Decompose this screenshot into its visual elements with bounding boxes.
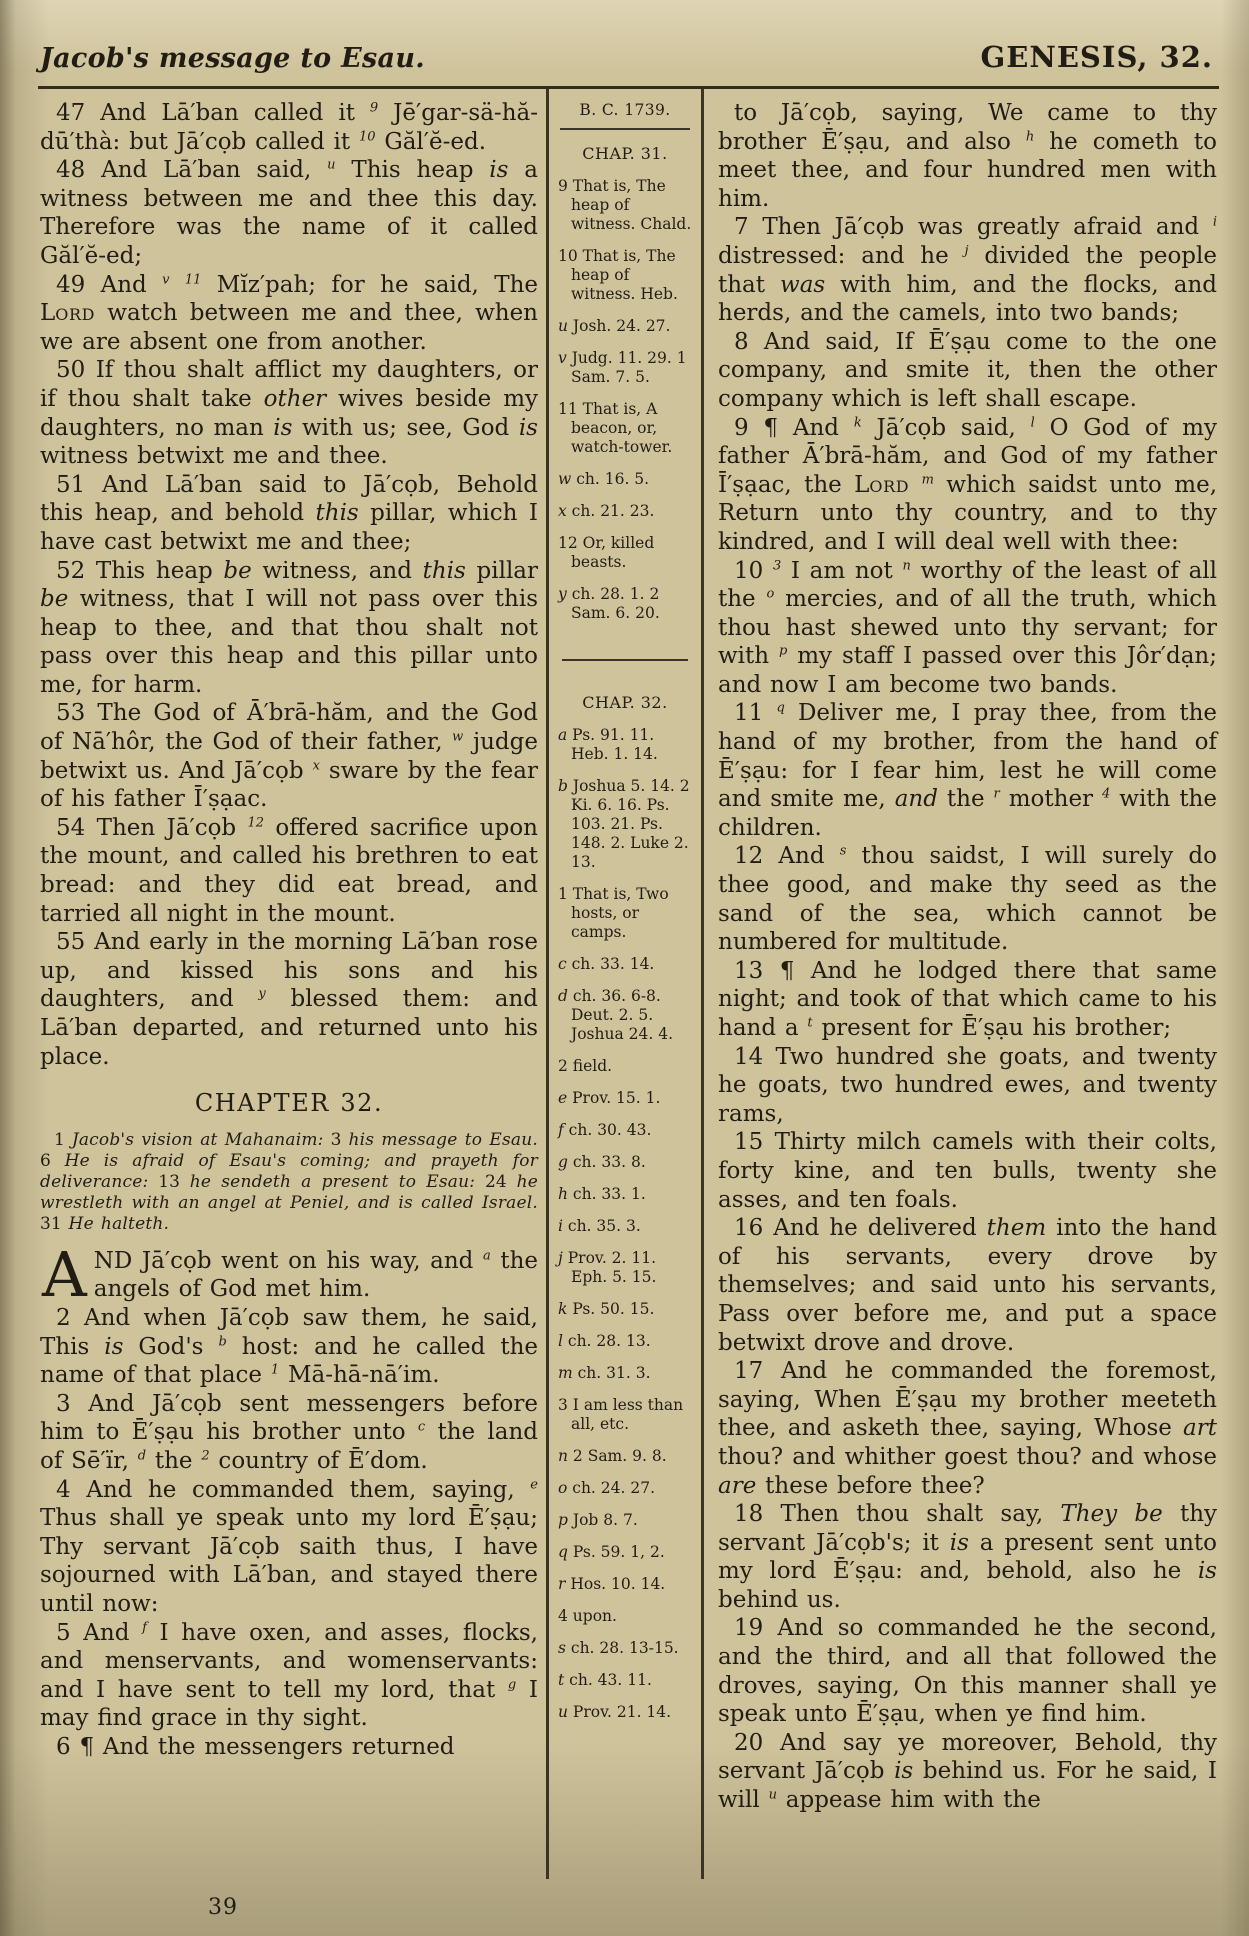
text-block: 16 And he delivered them into the hand of his servants, every drove by themselves; and said unto his servants, Pass over before me, and put a space betwixt drove and drove. [718, 1215, 1218, 1356]
text-block: 17 And he commanded the foremost, saying, When Ē′ṣạu my brother meeteth thee, and asketh thee, saying, Whose art thou? and whither goest thou? and whose are these before thee? [718, 1358, 1217, 1499]
cross-reference: h ch. 33. 1. [558, 1185, 646, 1203]
cross-reference: a Ps. 91. 11. Heb. 1. 14. [558, 726, 658, 763]
cross-reference: m ch. 31. 3. [558, 1364, 651, 1382]
text-block: 11 $^q$ Deliver me, I pray thee, from the hand of my brother, from the hand of Ē′ṣạu: for I fear him, lest he will come and smite me, and the $^r$ mother $^4$ with the children. [718, 700, 1218, 841]
cross-reference: d ch. 36. 6-8. Deut. 2. 5. Joshua 24. 4. [558, 987, 673, 1043]
text-block: 51 And Lā′ban said to Jā′cọb, Behold this heap, and behold this pillar, which I have cast betwixt me and thee; [40, 471, 539, 555]
cross-reference: 3 I am less than all, etc. [558, 1396, 684, 1433]
cross-reference: t ch. 43. 11. [558, 1671, 652, 1689]
text-block: 1 Jacob's vision at Mahanaim: 3 his message to Esau. 6 He is afraid of Esau's coming; and prayeth for deliverance: 13 he sendeth a present to Esau: 24 he wrestleth with an angel at Peniel, and is called Israel. 31 He halteth. [40, 1129, 538, 1234]
cross-reference: e Prov. 15. 1. [558, 1089, 661, 1107]
text-block: 20 And say ye moreover, Behold, thy servant Jā′cọb is behind us. For he said, I will $^u$ appease him with the [718, 1729, 1217, 1814]
chap-32-heading: CHAP. 32. [582, 693, 668, 712]
cross-reference: y ch. 28. 1. 2 Sam. 6. 20. [558, 585, 660, 622]
chap-31-references [558, 177, 692, 623]
cross-reference: b Joshua 5. 14. 2 Ki. 6. 16. Ps. 103. 21. Ps. 148. 2. Luke 2. 13. [558, 777, 690, 871]
cross-reference: s ch. 28. 13-15. [558, 1639, 679, 1657]
text-block: 47 And Lā′ban called it $^9$ Jē′gar-sä-hă-dū′thà: but Jā′cọb called it $^{10}$ Găl′ĕ-ed. [40, 100, 538, 155]
left-text-column [38, 89, 546, 1879]
cross-reference: 9 That is, The heap of witness. Chald. [558, 177, 692, 233]
cross-reference: 11 That is, A beacon, or, watch-tower. [558, 400, 673, 456]
cross-reference: o ch. 24. 27. [558, 1479, 656, 1497]
text-block: 5 And $^f$ I have oxen, and asses, flocks, and menservants, and womenservants: and I have sent to tell my lord, that $^g$ I may find grace in thy sight. [40, 1619, 538, 1732]
cross-reference: i ch. 35. 3. [558, 1217, 641, 1235]
cross-reference: w ch. 16. 5. [558, 470, 650, 488]
text-block: 3 And Jā′cọb sent messengers before him to Ē′ṣạu his brother unto $^c$ the land of Sē′ïr, $^d$ the $^2$ country of Ē′dom. [40, 1390, 538, 1474]
cross-reference: 1 That is, Two hosts, or camps. [558, 885, 669, 941]
cross-reference: u Josh. 24. 27. [558, 317, 671, 335]
cross-reference: r Hos. 10. 14. [558, 1575, 666, 1593]
text-block: to Jā′cọb, saying, We came to thy brother Ē′ṣạu, and also $^h$ he cometh to meet thee, and four hundred men with him. [718, 100, 1218, 212]
text-block: 8 And said, If Ē′ṣạu come to the one company, and smite it, then the other company which is left shall escape. [718, 328, 1217, 412]
text-block: 12 And $^s$ thou saidst, I will surely do thee good, and make thy seed as the sand of the sea, which cannot be numbered for multitude. [718, 843, 1217, 956]
text-block: 19 And so commanded he the second, and the third, and all that followed the droves, saying, On this manner shall ye speak unto Ē′ṣạu, when ye find him. [718, 1615, 1217, 1728]
text-block: 52 This heap be witness, and this pillar be witness, that I will not pass over this heap to thee, and that thou shalt not pass over this heap and this pillar unto me, for harm. [40, 557, 539, 698]
running-head-right: GENESIS, 32. [980, 40, 1213, 74]
right-text-column [704, 89, 1219, 1879]
cross-reference: u Prov. 21. 14. [558, 1703, 672, 1721]
text-block: CHAPTER 32. [194, 1089, 384, 1118]
cross-reference: 12 Or, killed beasts. [558, 534, 655, 571]
text-block: 49 And $^v$ $^{11}$ Mĭz′pah; for he said, The Lord watch between me and thee, when we are absent one from another. [40, 271, 538, 355]
text-block: 14 Two hundred she goats, and twenty he goats, two hundred ewes, and twenty rams, [718, 1043, 1217, 1127]
text-block: 7 Then Jā′cọb was greatly afraid and $^i$ distressed: and he $^j$ divided the people that was with him, and the flocks, and herds, and the camels, into two bands; [718, 214, 1217, 327]
cross-reference: x ch. 21. 23. [558, 502, 655, 520]
cross-reference: 10 That is, The heap of witness. Heb. [558, 247, 678, 303]
cross-reference-column [546, 89, 704, 1879]
text-block: 55 And early in the morning Lā′ban rose up, and kissed his sons and his daughters, and $^y$ blessed them: and Lā′ban departed, and returned unto his place. [40, 929, 538, 1070]
cross-reference: 4 upon. [558, 1607, 617, 1625]
text-block: 10 $^3$ I am not $^n$ worthy of the least of all the $^o$ mercies, and of all the truth, which thou hast shewed unto thy servant; for with $^p$ my staff I passed over this Jôr′dạn; and now I am become two bands. [718, 557, 1217, 698]
text-block: 18 Then thou shalt say, They be thy servant Jā′cọb's; it is a present sent unto my lord Ē′ṣạu: and, behold, also he is behind us. [718, 1501, 1217, 1613]
cross-reference: c ch. 33. 14. [558, 955, 655, 973]
text-block: 50 If thou shalt afflict my daughters, or if thou shalt take other wives beside my daughters, no man is with us; see, God is witness betwixt me and thee. [40, 357, 539, 470]
text-block: 4 And he commanded them, saying, $^e$ Thus shall ye speak unto my lord Ē′ṣạu; Thy servant Jā′cọb saith thus, I have sojourned with Lā′ban, and stayed there until now: [40, 1476, 538, 1617]
cross-reference: p Job 8. 7. [558, 1511, 638, 1529]
cross-reference: n 2 Sam. 9. 8. [558, 1447, 667, 1465]
text-block: 54 Then Jā′cọb $^{12}$ offered sacrifice upon the mount, and called his brethren to eat bread: and they did eat bread, and tarried all night in the mount. [40, 814, 538, 927]
page-header [38, 36, 1219, 86]
text-block: 6 ¶ And the messengers returned [56, 1733, 455, 1760]
text-block: 9 ¶ And $^k$ Jā′cọb said, $^l$ O God of my father Ā′brā-hăm, and God of my father Ī′ṣạac, the Lord $^m$ which saidst unto me, Return unto thy country, and to thy kindred, and I will deal well with thee: [718, 414, 1218, 555]
bc-date: B. C. 1739. [579, 101, 671, 119]
text-block: 53 The God of Ā′brā-hăm, and the God of Nā′hôr, the God of their father, $^w$ judge betwixt us. And Jā′cọb $^x$ sware by the fear of his father Ī′ṣạac. [40, 700, 538, 813]
text-block: 15 Thirty milch camels with their colts, forty kine, and ten bulls, twenty she asses, and ten foals. [718, 1129, 1217, 1213]
chap-31-heading: CHAP. 31. [582, 144, 668, 163]
page-content [38, 89, 1219, 1879]
page-number: 39 [208, 1895, 238, 1920]
center-divider-rule [562, 659, 688, 661]
text-block: AND Jā′cọb went on his way, and $^a$ the angels of God met him. [42, 1237, 539, 1311]
text-block: 2 And when Jā′cọb saw them, he said, This is God's $^b$ host: and he called the name of that place $^1$ Mā-hā-nā′im. [40, 1304, 538, 1389]
running-head-left: Jacob's message to Esau. [40, 43, 425, 74]
cross-reference: f ch. 30. 43. [558, 1121, 652, 1139]
center-top-rule [560, 128, 690, 130]
cross-reference: l ch. 28. 13. [558, 1332, 651, 1350]
text-block: 48 And Lā′ban said, $^u$ This heap is a witness between me and thee this day. Therefore was the name of it called Găl′ĕ-ed; [40, 157, 538, 269]
cross-reference: g ch. 33. 8. [558, 1153, 646, 1171]
text-block: 13 ¶ And he lodged there that same night; and took of that which came to his hand a $^t$ present for Ē′ṣạu his brother; [718, 957, 1217, 1041]
cross-reference: j Prov. 2. 11. Eph. 5. 15. [558, 1249, 657, 1286]
chap-32-references [558, 726, 692, 1722]
cross-reference: v Judg. 11. 29. 1 Sam. 7. 5. [558, 349, 687, 386]
cross-reference: q Ps. 59. 1, 2. [558, 1543, 665, 1561]
cross-reference: 2 field. [558, 1057, 613, 1075]
cross-reference: k Ps. 50. 15. [558, 1300, 655, 1318]
